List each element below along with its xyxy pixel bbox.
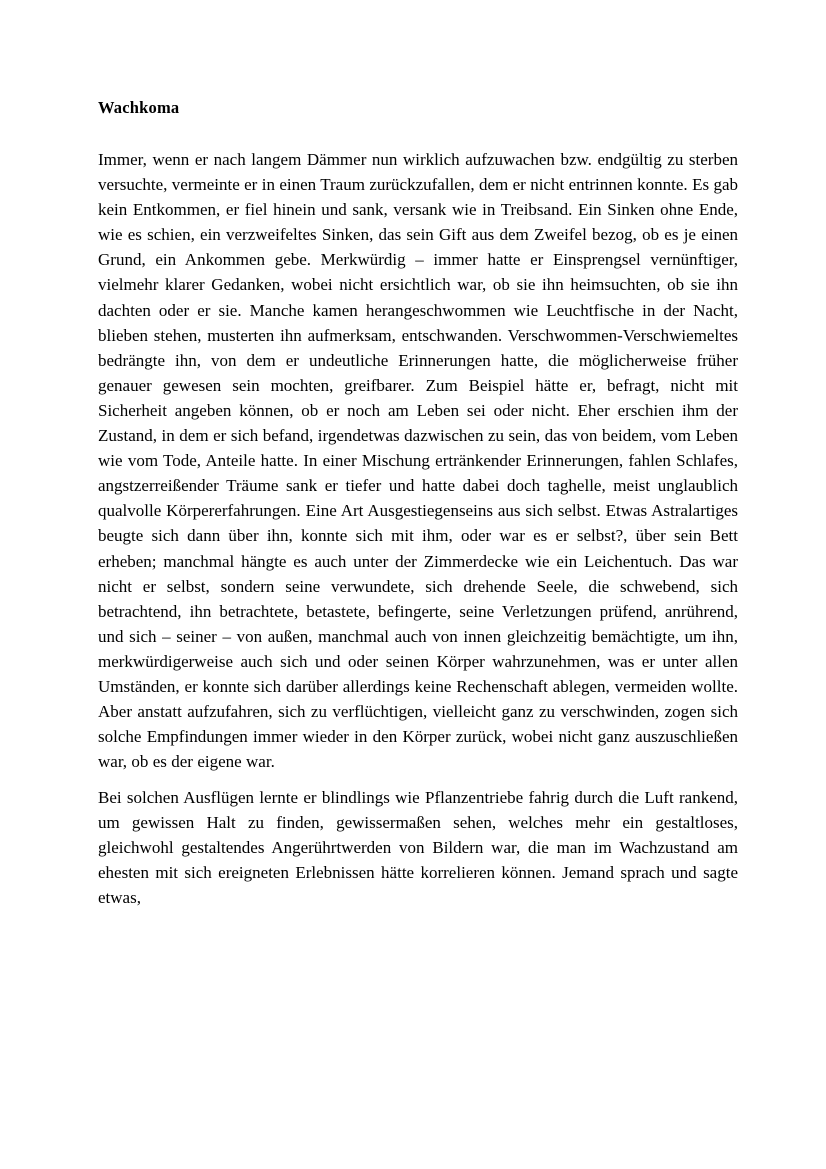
body-paragraph: Immer, wenn er nach langem Dämmer nun wirklich aufzuwachen bzw. endgültig zu sterben versuchte, vermeinte er in einen Traum zurückzufallen, dem er nicht entrinnen konnte. Es gab kein Entkommen, er fiel hinein und sank, versank wie in Treibsand. Ein Sinken ohne Ende, wie es schien, ein verzweifeltes Sinken, das sein Gift aus dem Zweifel bezog, ob es je einen Grund, ein Ankommen gebe. Merkwürdig – immer hatte er Einsprengsel vernünftiger, vielmehr klarer Gedanken, wobei nicht ersichtlich war, ob sie ihn heimsuchten, ob sie ihn dachten oder er sie. Manche kamen herangeschwommen wie Leuchtfische in der Nacht, blieben stehen, musterten ihn aufmerksam, entschwanden. Verschwommen-Verschwiemeltes bedrängte ihn, von dem er undeutliche Erinnerungen hatte, die möglicherweise früher genauer gewesen sein mochten, greifbarer. Zum Beispiel hätte er, befragt, nicht mit Sicherheit angeben können, ob er noch am Leben sei oder nicht. Eher erschien ihm der Zustand, in dem er sich befand, irgendetwas dazwischen zu sein, das von beidem, vom Leben wie vom Tode, Anteile hatte. In einer Mischung ertränkender Erinnerungen, fahlen Schlafes, angstzerreißender Träume sank er tiefer und hatte dabei doch taghelle, meist unglaublich qualvolle Körpererfahrungen. Eine Art Ausgestiegenseins aus sich selbst. Etwas Astralartiges beugte sich dann über ihn, konnte sich mit ihm, oder war es er selbst?, über sein Bett erheben; manchmal hängte es auch unter der Zimmerdecke wie ein Leichentuch. Das war nicht er selbst, sondern seine verwundete, sich drehende Seele, die schwebend, sich betrachtend, ihn betrachtete, betastete, befingerte, seine Verletzungen prüfend, anrührend, und sich – seiner – von außen, manchmal auch von innen gleichzeitig bemächtigte, um ihn, merkwürdigerweise auch sich und oder seinen Körper wahrzunehmen, was er unter allen Umständen, er konnte sich darüber allerdings keine Rechenschaft ablegen, vermeiden wollte. Aber anstatt aufzufahren, sich zu verflüchtigen, vielleicht ganz zu verschwinden, zogen sich solche Empfindungen immer wieder in den Körper zurück, wobei nicht ganz auszuschließen war, ob es der eigene war. [98, 150, 738, 772]
text-column [98, 96, 738, 910]
body-paragraph: Bei solchen Ausflügen lernte er blindlings wie Pflanzentriebe fahrig durch die Luft rankend, um gewissen Halt zu finden, gewissermaßen sehen, welches mehr ein gestaltloses, gleichwohl gestaltendes Angerührtwerden von Bildern war, die man im Wachzustand am ehesten mit sich ereigneten Erlebnissen hätte korrelieren können. Jemand sprach und sagte etwas, [98, 787, 738, 908]
page-title: Wachkoma [98, 98, 180, 117]
